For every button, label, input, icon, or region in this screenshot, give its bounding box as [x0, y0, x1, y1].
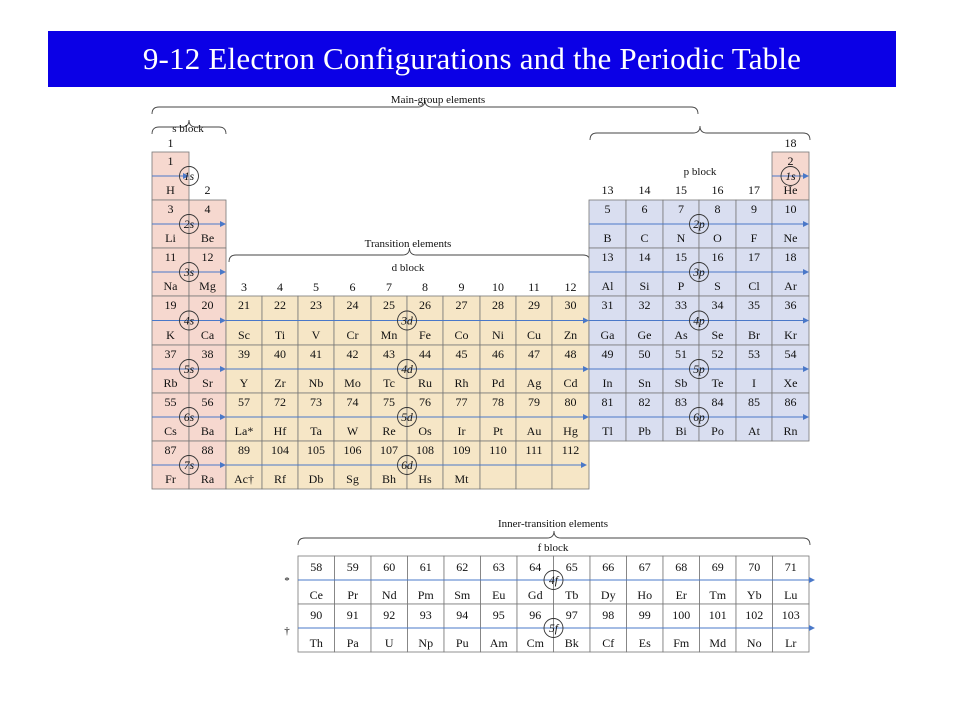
subshell-label: 6d — [401, 460, 413, 472]
element-symbol: Sm — [454, 588, 471, 602]
element-symbol: Hf — [273, 424, 287, 438]
actinide-marker: † — [284, 625, 290, 637]
lanthanide-marker: * — [284, 575, 290, 587]
element-symbol: No — [746, 636, 762, 650]
atomic-number: 98 — [602, 608, 615, 622]
element-symbol: Lu — [784, 588, 798, 602]
element-symbol: Na — [163, 279, 178, 293]
element-symbol: Sb — [674, 376, 688, 390]
atomic-number: 53 — [748, 347, 760, 361]
atomic-number: 55 — [164, 395, 177, 409]
element-symbol: Cr — [346, 328, 359, 342]
atomic-number: 87 — [164, 443, 177, 457]
element-symbol: S — [714, 279, 721, 293]
atomic-number: 63 — [492, 560, 505, 574]
atomic-number: 111 — [525, 443, 543, 457]
element-symbol: Lr — [785, 636, 797, 650]
element-symbol: Pd — [491, 376, 505, 390]
atomic-number: 11 — [164, 250, 177, 264]
group-number: 8 — [422, 280, 428, 294]
atomic-number: 39 — [238, 347, 250, 361]
element-symbol: Tb — [565, 588, 579, 602]
element-symbol: H — [166, 183, 175, 197]
element-symbol: Po — [711, 424, 724, 438]
atomic-number: 75 — [383, 395, 395, 409]
atomic-number: 62 — [456, 560, 469, 574]
atomic-number: 16 — [711, 250, 724, 264]
element-symbol: Cs — [164, 424, 177, 438]
atomic-number: 21 — [238, 298, 250, 312]
atomic-number: 108 — [416, 443, 434, 457]
group-number: 17 — [748, 183, 760, 197]
atomic-number: 38 — [201, 347, 214, 361]
s-block-label: s block — [172, 123, 204, 135]
element-symbol: Pa — [346, 636, 359, 650]
element-symbol: Ir — [457, 424, 466, 438]
atomic-number: 58 — [310, 560, 323, 574]
element-symbol: Rb — [163, 376, 178, 390]
element-symbol: Dy — [600, 588, 616, 602]
element-symbol: C — [640, 231, 649, 245]
atomic-number: 69 — [711, 560, 724, 574]
element-symbol: Ce — [309, 588, 323, 602]
atomic-number: 92 — [383, 608, 396, 622]
slide-title: 9-12 Electron Configurations and the Periodic Table — [48, 31, 896, 87]
atomic-number: 14 — [638, 250, 651, 264]
element-symbol: In — [602, 376, 613, 390]
element-symbol: Rh — [454, 376, 469, 390]
element-symbol: Fe — [419, 328, 431, 342]
element-symbol: Bi — [675, 424, 687, 438]
group-number: 18 — [784, 136, 797, 150]
element-symbol: Se — [711, 328, 724, 342]
atomic-number: 104 — [271, 443, 289, 457]
atomic-number: 28 — [492, 298, 504, 312]
atomic-number: 22 — [274, 298, 286, 312]
atomic-number: 30 — [564, 298, 577, 312]
atomic-number: 95 — [492, 608, 505, 622]
atomic-number: 37 — [164, 347, 177, 361]
atomic-number: 5 — [604, 202, 611, 216]
main-group-label: Main-group elements — [390, 94, 486, 106]
element-symbol: La* — [234, 424, 254, 438]
atomic-number: 8 — [714, 202, 721, 216]
atomic-number: 24 — [346, 298, 359, 312]
atomic-number: 61 — [419, 560, 432, 574]
atomic-number: 81 — [601, 395, 614, 409]
subshell-label: 1s — [183, 171, 195, 183]
atomic-number: 6 — [641, 202, 648, 216]
subshell-label: 5p — [693, 364, 705, 376]
atomic-number: 112 — [561, 443, 580, 457]
element-symbol: Tc — [383, 376, 395, 390]
element-symbol: Mt — [454, 472, 469, 486]
element-symbol: Co — [454, 328, 469, 342]
subshell-label: 4s — [183, 315, 195, 328]
element-symbol: At — [748, 424, 760, 438]
element-symbol: Mg — [199, 279, 216, 293]
atomic-number: 18 — [784, 250, 797, 264]
group-number: 5 — [313, 280, 319, 294]
atomic-number: 40 — [274, 347, 286, 361]
atomic-number: 71 — [784, 560, 797, 574]
atomic-number: 70 — [748, 560, 761, 574]
element-symbol: Te — [711, 376, 724, 390]
atomic-number: 78 — [492, 395, 504, 409]
atomic-number: 3 — [167, 202, 174, 216]
atomic-number: 20 — [201, 298, 214, 312]
atomic-number: 23 — [310, 298, 322, 312]
element-symbol: Rn — [783, 424, 798, 438]
transition-brace — [229, 248, 590, 262]
atomic-number: 97 — [565, 608, 578, 622]
element-symbol: Sr — [202, 376, 213, 390]
atomic-number: 66 — [602, 560, 615, 574]
element-symbol: Ni — [492, 328, 504, 342]
group-number: 15 — [675, 183, 687, 197]
element-symbol: Fr — [165, 472, 176, 486]
element-symbol: Br — [748, 328, 760, 342]
element-symbol: Au — [526, 424, 542, 438]
atomic-number: 105 — [307, 443, 325, 457]
element-symbol: He — [783, 183, 798, 197]
atomic-number: 9 — [751, 202, 757, 216]
element-symbol: Xe — [783, 376, 798, 390]
element-symbol: Mo — [344, 376, 361, 390]
group-number: 12 — [564, 280, 577, 294]
atomic-number: 68 — [675, 560, 688, 574]
f-arrow-head — [809, 625, 815, 631]
atomic-number: 77 — [455, 395, 468, 409]
element-symbol: Hg — [563, 424, 578, 438]
atomic-number: 26 — [419, 298, 431, 312]
element-symbol: Er — [675, 588, 687, 602]
atomic-number: 86 — [784, 395, 797, 409]
p-block-brace — [590, 126, 810, 140]
group-number: 13 — [601, 183, 614, 197]
d-block-label: d block — [391, 262, 425, 274]
element-symbol: Ta — [310, 424, 322, 438]
element-symbol: Al — [601, 279, 614, 293]
atomic-number: 7 — [678, 202, 684, 216]
atomic-number: 60 — [383, 560, 396, 574]
element-symbol: Os — [418, 424, 432, 438]
element-symbol: Cm — [526, 636, 544, 650]
atomic-number: 100 — [672, 608, 691, 622]
element-symbol: Mn — [380, 328, 398, 342]
atomic-number: 84 — [711, 395, 724, 409]
atomic-number: 2 — [787, 154, 794, 168]
element-symbol: Sc — [238, 328, 250, 342]
element-symbol: K — [166, 328, 175, 342]
atomic-number: 82 — [638, 395, 651, 409]
element-symbol: Ar — [784, 279, 797, 293]
element-symbol: Kr — [784, 328, 797, 342]
element-symbol: Es — [638, 636, 651, 650]
atomic-number: 17 — [748, 250, 760, 264]
element-symbol: Ti — [274, 328, 286, 342]
element-symbol: Pb — [638, 424, 651, 438]
atomic-number: 56 — [201, 395, 214, 409]
group-number: 9 — [458, 280, 465, 294]
group-number: 1 — [167, 136, 174, 150]
atomic-number: 74 — [346, 395, 359, 409]
element-symbol: Nb — [308, 376, 324, 390]
element-symbol: Yb — [746, 588, 762, 602]
atomic-number: 106 — [343, 443, 362, 457]
atomic-number: 47 — [528, 347, 540, 361]
atomic-number: 54 — [784, 347, 797, 361]
subshell-label: 4p — [693, 315, 705, 328]
atomic-number: 50 — [638, 347, 651, 361]
subshell-label: 3s — [183, 267, 195, 279]
atomic-number: 34 — [711, 298, 724, 312]
atomic-number: 52 — [711, 347, 724, 361]
group-number: 2 — [204, 183, 211, 197]
atomic-number: 19 — [164, 298, 177, 312]
element-symbol: Y — [239, 376, 249, 390]
element-symbol: Zr — [274, 376, 286, 390]
atomic-number: 89 — [238, 443, 250, 457]
subshell-label: 4d — [401, 364, 413, 376]
element-symbol: Re — [382, 424, 396, 438]
element-symbol: Ru — [417, 376, 433, 390]
group-number: 7 — [386, 280, 392, 294]
element-symbol: Pm — [417, 588, 434, 602]
atomic-number: 102 — [745, 608, 764, 622]
subshell-label: 6s — [183, 412, 195, 424]
atomic-number: 49 — [601, 347, 614, 361]
element-symbol: O — [713, 231, 722, 245]
atomic-number: 29 — [528, 298, 540, 312]
atomic-number: 41 — [310, 347, 322, 361]
element-symbol: Cd — [563, 376, 578, 390]
atomic-number: 51 — [675, 347, 687, 361]
atomic-number: 43 — [383, 347, 395, 361]
atomic-number: 57 — [238, 395, 250, 409]
atomic-number: 59 — [346, 560, 359, 574]
atomic-number: 31 — [601, 298, 614, 312]
atomic-number: 27 — [455, 298, 468, 312]
element-symbol: Gd — [527, 588, 543, 602]
atomic-number: 35 — [748, 298, 760, 312]
atomic-number: 65 — [565, 560, 578, 574]
subshell-label: 7s — [183, 460, 195, 472]
element-symbol: As — [674, 328, 688, 342]
element-symbol: P — [677, 279, 685, 293]
atomic-number: 72 — [274, 395, 286, 409]
element-symbol: N — [676, 231, 686, 245]
element-symbol: Si — [639, 279, 650, 293]
element-symbol: V — [311, 328, 321, 342]
element-symbol: Rf — [274, 472, 286, 486]
subshell-label: 2s — [183, 219, 195, 231]
atomic-number: 25 — [383, 298, 395, 312]
element-symbol: Ho — [637, 588, 653, 602]
atomic-number: 76 — [419, 395, 431, 409]
atomic-number: 36 — [784, 298, 797, 312]
element-symbol: B — [603, 231, 612, 245]
atomic-number: 107 — [380, 443, 398, 457]
atomic-number: 103 — [781, 608, 800, 622]
element-symbol: Tm — [709, 588, 727, 602]
atomic-number: 33 — [675, 298, 687, 312]
group-number: 16 — [711, 183, 724, 197]
element-symbol: Ga — [600, 328, 615, 342]
atomic-number: 44 — [419, 347, 431, 361]
element-symbol: Nd — [381, 588, 397, 602]
element-symbol: Pr — [347, 588, 359, 602]
element-symbol: Ca — [200, 328, 215, 342]
element-symbol: Md — [709, 636, 727, 650]
atomic-number: 12 — [201, 250, 214, 264]
subshell-label: 6p — [693, 412, 705, 424]
atomic-number: 83 — [675, 395, 687, 409]
element-symbol: Eu — [492, 588, 506, 602]
subshell-label: 3p — [693, 267, 705, 279]
atomic-number: 48 — [564, 347, 577, 361]
subshell-label: 5d — [401, 412, 413, 424]
element-symbol: Ra — [200, 472, 215, 486]
atomic-number: 88 — [201, 443, 214, 457]
inner-transition-label: Inner-transition elements — [497, 518, 609, 530]
element-symbol: Ag — [526, 376, 542, 390]
subshell-label: 2p — [693, 219, 705, 231]
element-symbol: Cf — [602, 636, 615, 650]
element-symbol: Ne — [783, 231, 798, 245]
atomic-number: 91 — [346, 608, 359, 622]
atomic-number: 46 — [492, 347, 504, 361]
element-symbol: Ba — [200, 424, 215, 438]
element-symbol: F — [750, 231, 758, 245]
atomic-number: 4 — [204, 202, 211, 216]
atomic-number: 13 — [601, 250, 614, 264]
atomic-number: 10 — [784, 202, 797, 216]
atomic-number: 64 — [529, 560, 542, 574]
group-number: 3 — [241, 280, 247, 294]
atomic-number: 109 — [452, 443, 471, 457]
atomic-number: 73 — [310, 395, 322, 409]
p-block-label: p block — [683, 166, 717, 178]
group-number: 4 — [277, 280, 283, 294]
group-number: 6 — [349, 280, 356, 294]
element-symbol: Fm — [673, 636, 690, 650]
atomic-number: 93 — [419, 608, 432, 622]
atomic-number: 85 — [748, 395, 760, 409]
atomic-number: 79 — [528, 395, 540, 409]
transition-label: Transition elements — [364, 238, 452, 250]
element-symbol: Tl — [602, 424, 613, 438]
atomic-number: 45 — [455, 347, 468, 361]
element-symbol: Ge — [637, 328, 652, 342]
atomic-number: 80 — [564, 395, 577, 409]
subshell-label: 3d — [401, 315, 413, 328]
element-symbol: Cl — [748, 279, 760, 293]
element-symbol: Sn — [638, 376, 651, 390]
atomic-number: 42 — [346, 347, 359, 361]
atomic-number: 101 — [708, 608, 727, 622]
atomic-number: 110 — [489, 443, 507, 457]
element-symbol: Zn — [563, 328, 578, 342]
element-symbol: Li — [165, 231, 176, 245]
atomic-number: 67 — [638, 560, 651, 574]
element-symbol: Db — [308, 472, 324, 486]
f-arrow-head — [809, 577, 815, 583]
atomic-number: 1 — [167, 154, 174, 168]
subshell-label: 4f — [549, 575, 558, 587]
element-symbol: Ac† — [234, 472, 254, 486]
element-symbol: Am — [489, 636, 508, 650]
element-symbol: Pu — [455, 636, 469, 650]
element-symbol: Pt — [492, 424, 504, 438]
element-symbol: Hs — [418, 472, 432, 486]
atomic-number: 32 — [638, 298, 651, 312]
element-symbol: Bk — [564, 636, 579, 650]
element-symbol: Cu — [526, 328, 542, 342]
atomic-number: 99 — [638, 608, 651, 622]
element-symbol: W — [346, 424, 359, 438]
element-symbol: Sg — [346, 472, 359, 486]
group-number: 10 — [492, 280, 504, 294]
element-symbol: Be — [200, 231, 215, 245]
element-symbol: I — [752, 376, 756, 390]
group-number: 14 — [638, 183, 651, 197]
atomic-number: 94 — [456, 608, 469, 622]
f-block-label: f block — [537, 542, 569, 554]
atomic-number: 96 — [529, 608, 542, 622]
atomic-number: 90 — [310, 608, 323, 622]
atomic-number: 15 — [675, 250, 687, 264]
subshell-label: 5f — [549, 623, 558, 635]
element-symbol: Bh — [381, 472, 397, 486]
group-number: 11 — [528, 280, 540, 294]
element-symbol: U — [384, 636, 394, 650]
subshell-label: 5s — [183, 364, 195, 376]
subshell-label: 1s — [785, 171, 796, 183]
element-symbol: Th — [309, 636, 323, 650]
element-symbol: Np — [418, 636, 434, 650]
